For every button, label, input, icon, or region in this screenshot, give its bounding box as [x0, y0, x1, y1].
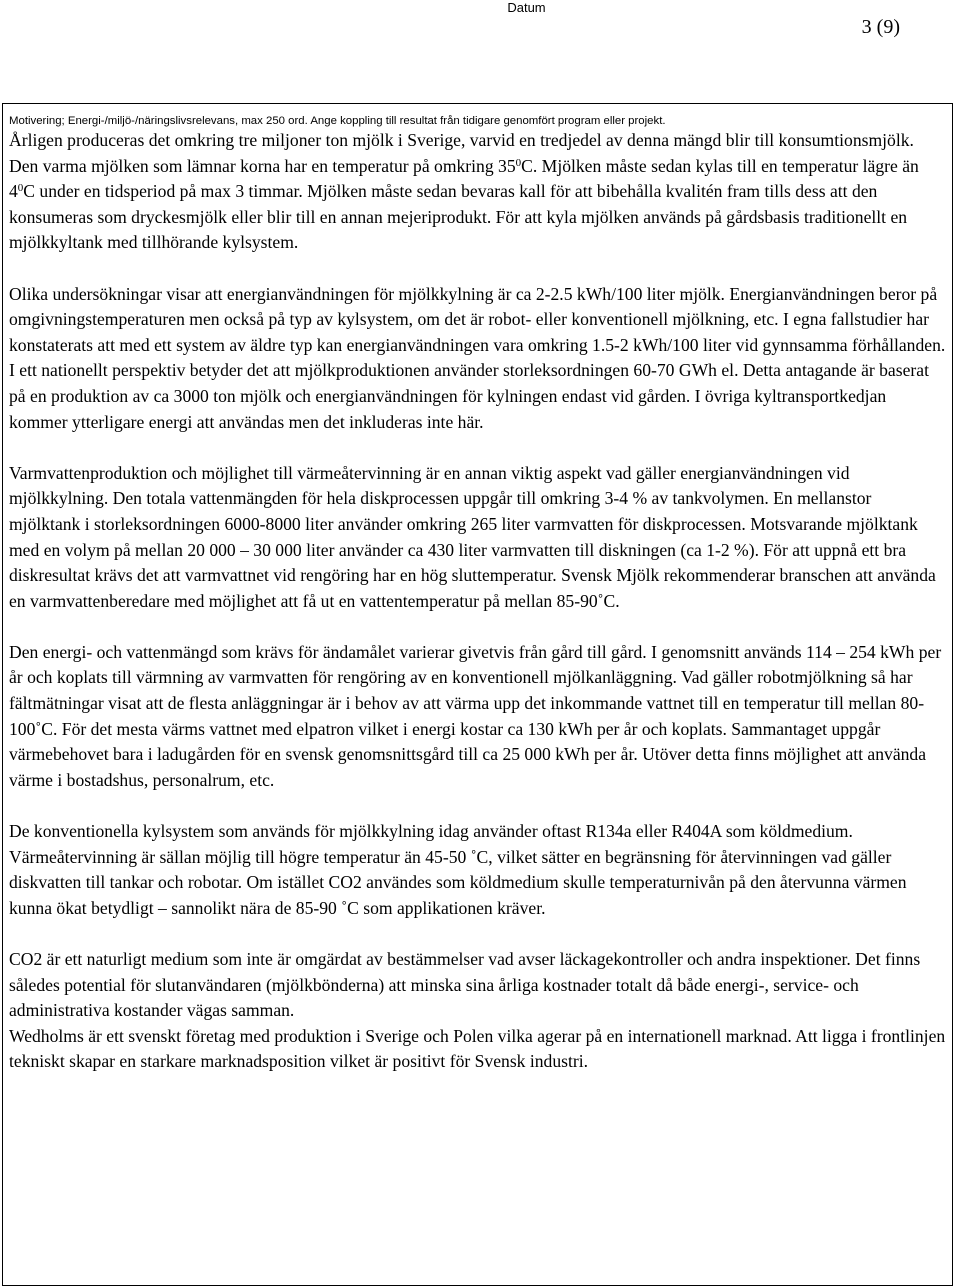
page-number: 3 (9) — [861, 16, 900, 38]
paragraph-gap — [9, 614, 946, 640]
paragraph-1-text-c: C under en tidsperiod på max 3 timmar. Mjölken måste sedan bevaras kall för att bibehålla kvalitén fram tills dess att den konsumeras som dryckesmjölk eller blir till en annan mejeriprodukt. För att kyla mjölken används på gårdsbasis traditionellt en mjölkkyltank med tillhörande kylsystem. — [9, 181, 908, 253]
superscript-degree: 0 — [515, 156, 522, 169]
paragraph-7: Wedholms är ett svenskt företag med produktion i Sverige och Polen vilka agerar på en internationell marknad. Att ligga i frontlinjen tekniskt skapar en starkare marknadsposition vilket är positivt för Svensk industri. — [9, 1025, 946, 1072]
paragraph-2: Olika undersökningar visar att energianvändningen för mjölkkylning är ca 2-2.5 kWh/100 liter mjölk. Energianvändningen beror på omgivningstemperaturen men också på typ av kylsystem, om det är robot- eller konventionell mjölkning, etc. I egna fallstudier har konstaterats att med ett system av äldre typ kan energianvändningen vara omkring 1.5-2 kWh/100 liter vid gynnsamma förhållanden. I ett nationellt perspektiv betyder det att mjölkproduktionen använder storleksordningen 60-70 GWh el. Detta antagande är baserat på en produktion av ca 3000 ton mjölk och energianvändningen för kylningen endast vid gården. I övriga kyltransportkedjan kommer ytterligare energi att användas men det inkluderas inte här. — [9, 283, 946, 432]
header-date-label: Datum — [507, 0, 546, 15]
paragraph-gap — [9, 793, 946, 819]
paragraph-1-text-a: Årligen produceras det omkring tre miljoner ton mjölk i Sverige, varvid en tredjedel av denna mängd blir till konsumtionsmjölk. Den varma mjölken som lämnar korna har en temperatur på omkring 35 — [9, 130, 914, 176]
paragraph-gap — [9, 435, 946, 461]
paragraph-1-text-b: C. Mjölken måste sedan kylas till en temperatur lägre än 4 — [9, 155, 919, 202]
superscript-degree: 0 — [17, 182, 24, 195]
paragraph-gap — [9, 256, 946, 282]
motivation-section-box — [2, 103, 953, 1286]
section-caption: Motivering; Energi-/miljö-/näringslivsrelevans, max 250 ord. Ange koppling till resultat från tidigare genomfört program eller projekt. — [9, 115, 666, 127]
paragraph-4: Den energi- och vattenmängd som krävs för ändamålet varierar givetvis från gård till gård. I genomsnitt används 114 – 254 kWh per år och koplats till värmning av varmvatten för rengöring av en konventionell mjölkanläggning. Vad gäller robotmjölkning så har fältmätningar visat att de flesta anläggningar är i behov av att värma upp det inkommande vattnet till en temperatur till mellan 80-100˚C. För det mesta värms vattnet med elpatron vilket i energi kostar ca 130 kWh per år och koplats. Sammantaget uppgår värmebehovet bara i ladugården för en svensk genomsnittsgård till ca 25 000 kWh per år. Utöver detta finns möjlighet att använda värme i bostadshus, personalrum, etc. — [9, 641, 942, 790]
paragraph-1 — [9, 128, 946, 256]
section-body — [3, 128, 952, 1075]
paragraph-5: De konventionella kylsystem som används för mjölkkylning idag använder oftast R134a eller R404A som köldmedium. Värmeåtervinning är sällan möjlig till högre temperatur än 45-50 ˚C, vilket sätter en begränsning för återvinningen vad gäller diskvatten till tankar och robotar. Om istället CO2 användes som köldmedium skulle temperaturnivån på den återvunna värmen kunna ökat betydligt – sannolikt nära de 85-90 ˚C som applikationen kräver. — [9, 821, 907, 918]
paragraph-6: CO2 är ett naturligt medium som inte är omgärdat av bestämmelser vad avser läckagekontroller och andra inspektioner. Det finns således potential för slutanvändaren (mjölkbönderna) att minska sina årliga kostnader totalt då både energi-, service- och administrativa kostander vägas samman. — [9, 949, 921, 1021]
paragraph-3: Varmvattenproduktion och möjlighet till värmeåtervinning är en annan viktig aspekt vad gäller energianvändningen vid mjölkkylning. Den totala vattenmängden för hela diskprocessen uppgår till omkring 3-4 % av tankvolymen. En mellanstor mjölktank i storleksordningen 6000-8000 liter använder omkring 265 liter varmvatten för diskprocessen. Motsvarande mjölktank med en volym på mellan 20 000 – 30 000 liter använder ca 430 liter varmvatten till diskningen (ca 1-2 %). För att uppnå ett bra diskresultat krävs det att varmvattnet vid rengöring har en hög sluttemperatur. Svensk Mjölk rekommenderar branschen att använda en varmvattenberedare med möjlighet att få ut en vattentemperatur på mellan 85-90˚C. — [9, 462, 936, 611]
paragraph-gap — [9, 921, 946, 947]
